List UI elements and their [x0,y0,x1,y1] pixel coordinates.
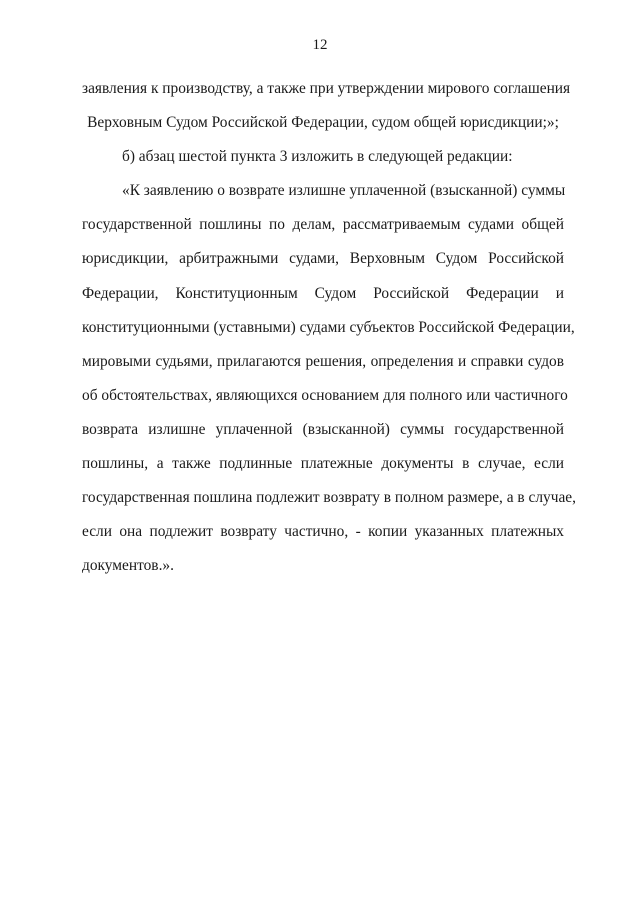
text-line: «К заявлению о возврате излишне уплаченной (взысканной) суммы [122,182,566,200]
text-line: Федерации, Конституционным Судом Российской Федерации и [82,284,564,302]
text-line: Верховным Судом Российской Федерации, судом общей юрисдикции;»; [87,114,559,132]
text-line: документов.». [82,557,174,575]
text-line: б) абзац шестой пункта 3 изложить в следующей редакции: [122,148,513,166]
text-line: юрисдикции, арбитражными судами, Верховным Судом Российской [82,250,564,268]
document-body [82,72,576,583]
text-line: государственная пошлина подлежит возврату в полном размере, а в случае, [82,489,576,507]
text-line: об обстоятельствах, являющихся основанием для полного или частичного [82,386,568,404]
text-line: мировыми судьями, прилагаются решения, определения и справки судов [82,352,564,370]
text-line: государственной пошлины по делам, рассматриваемым судами общей [82,216,564,234]
text-line: пошлины, а также подлинные платежные документы в случае, если [82,455,564,473]
text-line: возврата излишне уплаченной (взысканной) суммы государственной [82,420,564,438]
text-line: заявления к производству, а также при утверждении мирового соглашения [82,80,571,97]
text-line: конституционными (уставными) судами субъектов Российской Федерации, [82,318,575,336]
text-line: если она подлежит возврату частично, - копии указанных платежных [82,523,564,541]
page-number: 12 [312,37,328,53]
